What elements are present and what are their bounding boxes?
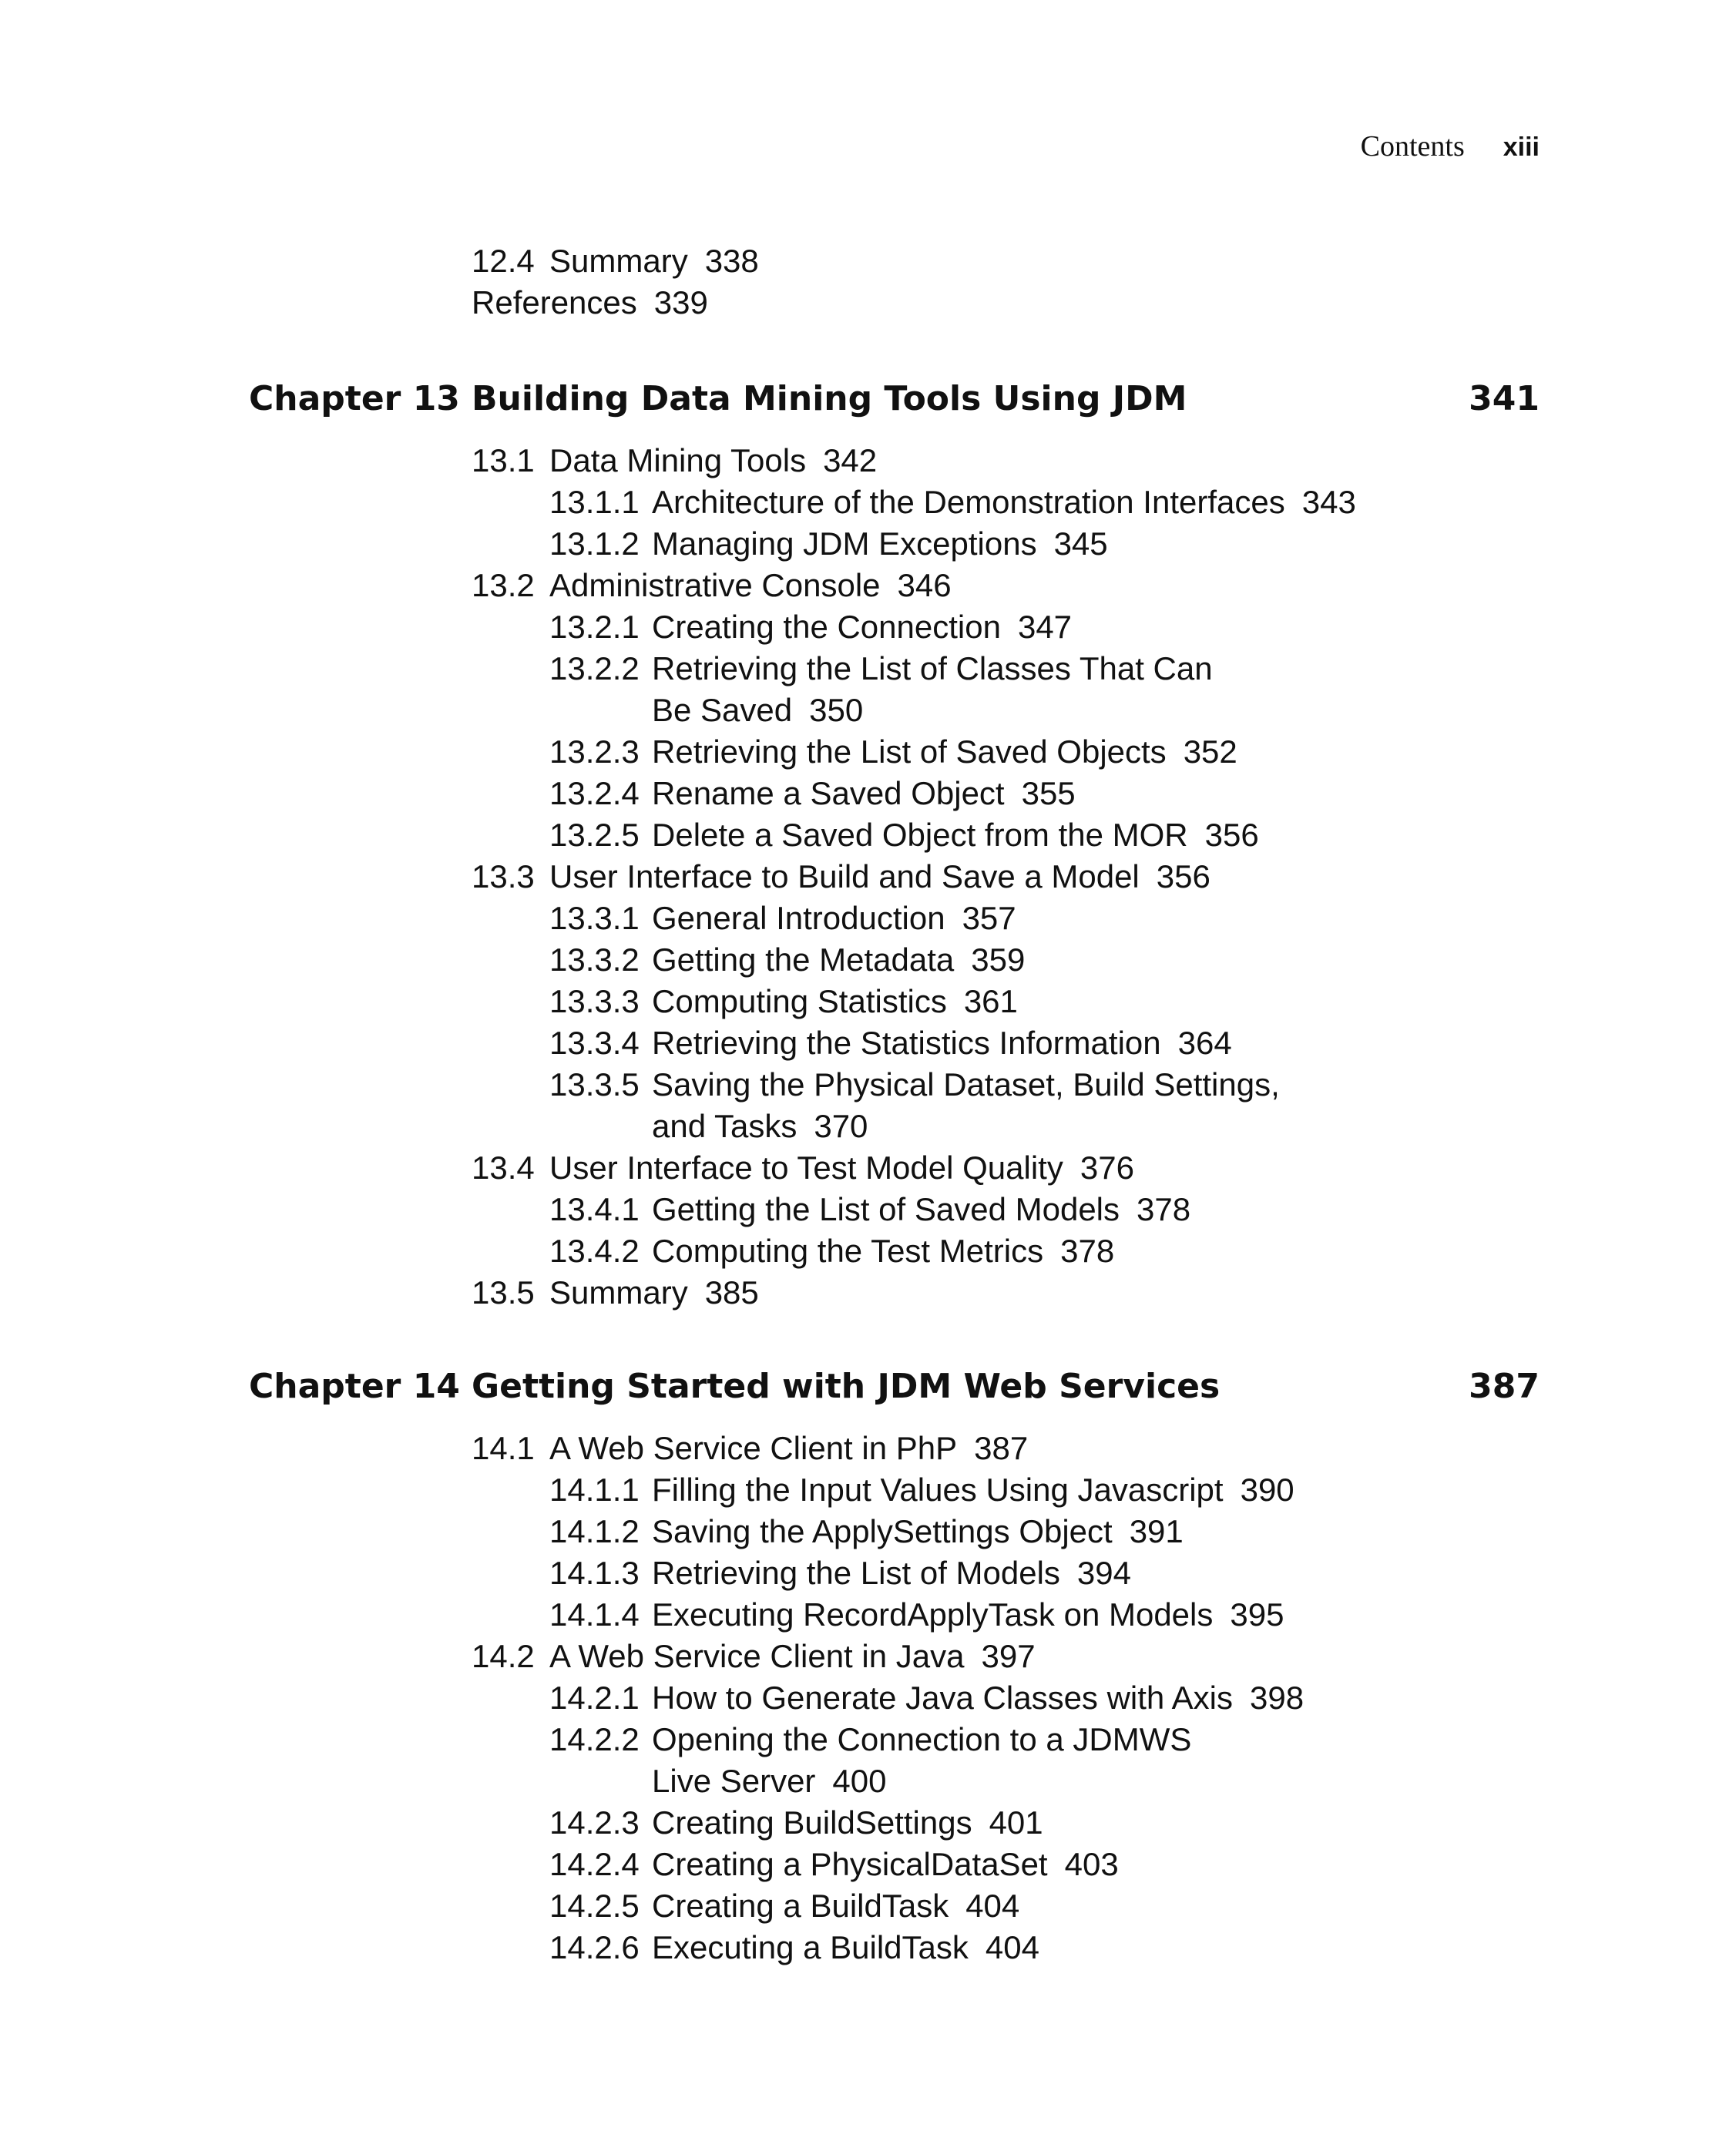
section-title: A Web Service Client in PhP	[549, 1430, 958, 1466]
section-page: 342	[823, 442, 878, 478]
section-page: 338	[704, 243, 759, 279]
section-title: Rename a Saved Object	[652, 775, 1005, 811]
section-number: 13.1.1	[549, 484, 640, 520]
toc-entry	[549, 1594, 1284, 1636]
section-number: 13.3.4	[549, 1025, 640, 1061]
section-title: Administrative Console	[549, 567, 881, 603]
section-page: 401	[989, 1804, 1043, 1841]
chapter-page: 341	[1469, 379, 1540, 418]
toc-entry	[549, 523, 1108, 565]
chapter-title: Building Data Mining Tools Using JDM	[472, 379, 1187, 418]
section-number: 13.2.3	[549, 733, 640, 770]
section-number: 13.5	[472, 1274, 535, 1311]
section-title: Saving the ApplySettings Object	[652, 1513, 1113, 1549]
section-number: 14.2.6	[549, 1929, 640, 1965]
section-page: 397	[981, 1638, 1036, 1674]
section-number: 13.4.1	[549, 1191, 640, 1227]
section-title: Getting the Metadata	[652, 941, 955, 978]
section-title: Creating a PhysicalDataSet	[652, 1846, 1048, 1882]
section-title: Retrieving the Statistics Information	[652, 1025, 1161, 1061]
section-page: 376	[1080, 1150, 1134, 1186]
toc-entry-references	[472, 282, 708, 324]
chapter-label: Chapter 13	[249, 379, 460, 418]
section-number: 13.2.5	[549, 817, 640, 853]
section-number: 13.3.2	[549, 941, 640, 978]
toc-entry	[472, 565, 952, 606]
chapter-title: Getting Started with JDM Web Services	[472, 1367, 1221, 1406]
toc-entry	[549, 1552, 1131, 1594]
section-page: 356	[1204, 817, 1259, 853]
section-page: 385	[704, 1274, 759, 1311]
section-title: Creating the Connection	[652, 609, 1001, 645]
section-number: 14.1	[472, 1430, 535, 1466]
section-page: 387	[974, 1430, 1029, 1466]
section-page: 343	[1301, 484, 1356, 520]
toc-entry	[549, 898, 1016, 939]
toc-entry	[549, 1189, 1190, 1230]
section-title: Summary	[549, 1274, 688, 1311]
section-title: Delete a Saved Object from the MOR	[652, 817, 1188, 853]
section-number: 12.4	[472, 243, 535, 279]
toc-entry	[472, 440, 877, 482]
section-page: 391	[1129, 1513, 1184, 1549]
toc-entry	[549, 939, 1025, 981]
toc-entry	[472, 1147, 1134, 1189]
section-title: Getting the List of Saved Models	[652, 1191, 1120, 1227]
section-title: Executing a BuildTask	[652, 1929, 969, 1965]
section-number: 14.1.1	[549, 1472, 640, 1508]
section-number: 14.2.5	[549, 1888, 640, 1924]
toc-entry	[549, 814, 1259, 856]
section-page: 356	[1156, 858, 1210, 894]
toc-entry	[549, 648, 1213, 690]
section-number: 13.3	[472, 858, 535, 894]
toc-entry	[549, 1927, 1039, 1968]
chapter-14-heading	[249, 1365, 1540, 1408]
section-title: Executing RecordApplyTask on Models	[652, 1596, 1214, 1633]
section-page: 357	[962, 900, 1016, 936]
section-page: 390	[1240, 1472, 1294, 1508]
section-number: 13.2	[472, 567, 535, 603]
toc-entry	[549, 482, 1356, 523]
toc-entry-continuation	[549, 1760, 887, 1802]
section-page: 398	[1250, 1680, 1305, 1716]
toc-entry	[549, 1230, 1114, 1272]
chapter-page: 387	[1469, 1367, 1540, 1406]
running-head-title: Contents	[1360, 130, 1465, 163]
section-number: 14.1.3	[549, 1555, 640, 1591]
section-title: Creating BuildSettings	[652, 1804, 972, 1841]
section-title: Data Mining Tools	[549, 442, 807, 478]
section-number: 14.2.2	[549, 1721, 640, 1757]
section-title: General Introduction	[652, 900, 945, 936]
toc-entry	[549, 731, 1237, 773]
section-page: 339	[653, 284, 708, 321]
section-number: 13.1.2	[549, 525, 640, 562]
section-number: 14.1.4	[549, 1596, 640, 1633]
section-page: 345	[1053, 525, 1108, 562]
section-page: 359	[971, 941, 1026, 978]
section-page: 404	[985, 1929, 1039, 1965]
section-number: 13.3.3	[549, 983, 640, 1019]
section-number: 14.2.3	[549, 1804, 640, 1841]
section-page: 404	[965, 1888, 1020, 1924]
section-title: User Interface to Build and Save a Model	[549, 858, 1140, 894]
section-title: Retrieving the List of Saved Objects	[652, 733, 1167, 770]
section-title: Managing JDM Exceptions	[652, 525, 1037, 562]
toc-entry-12-4	[472, 240, 759, 282]
toc-entry	[472, 856, 1210, 898]
section-number: 13.4.2	[549, 1233, 640, 1269]
section-number: 13.4	[472, 1150, 535, 1186]
toc-entry	[549, 1844, 1119, 1885]
toc-entry-continuation	[549, 1106, 868, 1147]
section-page: 378	[1137, 1191, 1191, 1227]
section-title: Retrieving the List of Models	[652, 1555, 1060, 1591]
section-title: Architecture of the Demonstration Interfaces	[652, 484, 1285, 520]
section-title: Computing the Test Metrics	[652, 1233, 1044, 1269]
section-page: 394	[1076, 1555, 1131, 1591]
toc-entry	[549, 606, 1072, 648]
section-page: 361	[963, 983, 1018, 1019]
section-number: 13.3.5	[549, 1066, 640, 1103]
section-title: Creating a BuildTask	[652, 1888, 949, 1924]
toc-entry	[549, 1469, 1294, 1511]
section-number: 13.3.1	[549, 900, 640, 936]
section-title: Saving the Physical Dataset, Build Settings,	[652, 1066, 1280, 1103]
section-page: 378	[1060, 1233, 1115, 1269]
section-number: 14.2.1	[549, 1680, 640, 1716]
section-title: User Interface to Test Model Quality	[549, 1150, 1063, 1186]
section-title-continuation: Be Saved	[652, 692, 793, 728]
section-title-continuation: and Tasks	[652, 1108, 797, 1144]
section-title: Opening the Connection to a JDMWS	[652, 1721, 1192, 1757]
section-title-continuation: Live Server	[652, 1763, 816, 1799]
chapter-13-heading	[249, 378, 1540, 421]
toc-entry	[472, 1636, 1036, 1677]
section-page: 355	[1021, 775, 1076, 811]
section-title: Filling the Input Values Using Javascript	[652, 1472, 1224, 1508]
section-title: References	[472, 284, 637, 321]
section-page: 370	[814, 1108, 868, 1144]
section-page: 347	[1017, 609, 1073, 645]
section-number: 14.1.2	[549, 1513, 640, 1549]
section-page: 346	[897, 567, 952, 603]
section-page: 350	[809, 692, 864, 728]
section-page: 364	[1177, 1025, 1232, 1061]
section-page: 400	[832, 1763, 887, 1799]
toc-entry	[549, 1802, 1043, 1844]
section-title: Computing Statistics	[652, 983, 947, 1019]
toc-entry-continuation	[549, 690, 863, 731]
toc-entry	[549, 981, 1018, 1022]
section-title: How to Generate Java Classes with Axis	[652, 1680, 1233, 1716]
running-head	[1361, 129, 1540, 163]
section-page: 352	[1183, 733, 1237, 770]
section-number: 13.1	[472, 442, 535, 478]
chapter-label: Chapter 14	[249, 1367, 460, 1406]
toc-entry	[549, 1022, 1232, 1064]
section-page: 395	[1230, 1596, 1284, 1633]
section-number: 14.2	[472, 1638, 535, 1674]
section-page: 403	[1064, 1846, 1119, 1882]
section-title: Retrieving the List of Classes That Can	[652, 650, 1213, 686]
toc-entry	[549, 773, 1076, 814]
toc-entry	[472, 1272, 759, 1314]
section-number: 13.2.2	[549, 650, 640, 686]
toc-entry	[549, 1719, 1191, 1760]
running-head-page-number: xiii	[1503, 133, 1540, 162]
section-number: 13.2.1	[549, 609, 640, 645]
section-title: Summary	[549, 243, 688, 279]
toc-entry	[549, 1677, 1304, 1719]
toc-entry	[549, 1885, 1019, 1927]
toc-entry	[472, 1428, 1028, 1469]
section-number: 14.2.4	[549, 1846, 640, 1882]
toc-entry	[549, 1064, 1280, 1106]
section-number: 13.2.4	[549, 775, 640, 811]
toc-entry	[549, 1511, 1184, 1552]
section-title: A Web Service Client in Java	[549, 1638, 965, 1674]
